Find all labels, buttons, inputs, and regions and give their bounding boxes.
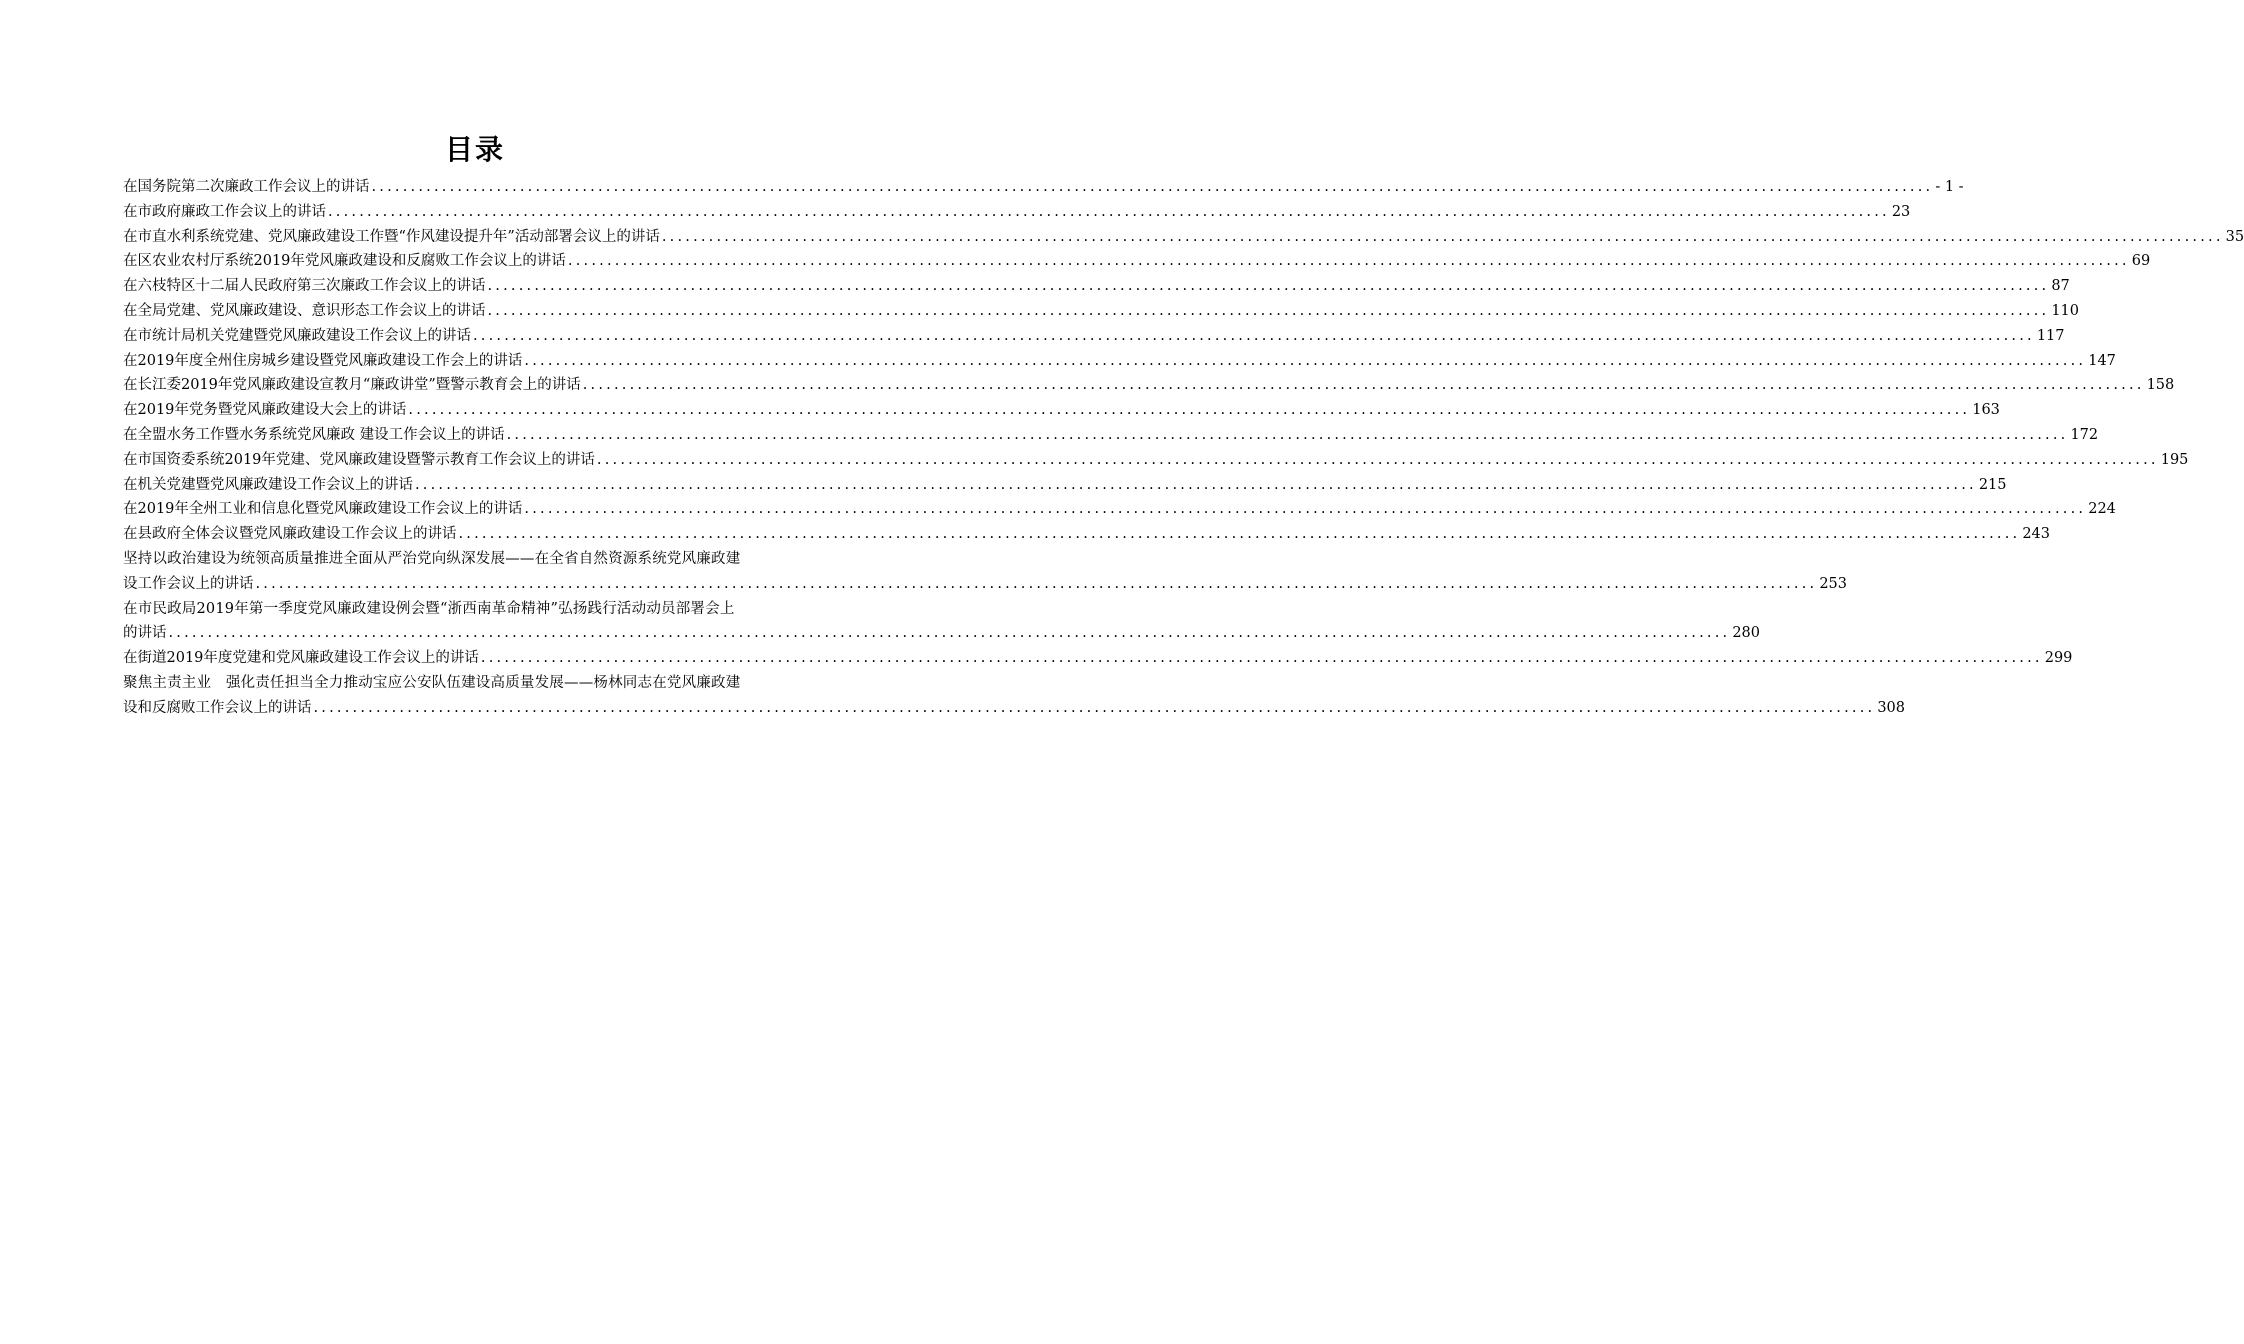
toc-page-number: 172 bbox=[2070, 426, 2099, 443]
toc-entry-row bbox=[123, 373, 2175, 398]
toc-entry-title: 在全盟水务工作暨水务系统党风廉政 建设工作会议上的讲话 bbox=[123, 426, 505, 443]
toc-dot-leader: ........................................................................................................................................................................................................ bbox=[458, 526, 2021, 543]
toc-entry[interactable] bbox=[123, 373, 2175, 398]
toc-entry-title: 在2019年全州工业和信息化暨党风廉政建设工作会议上的讲话 bbox=[123, 501, 523, 518]
toc-dot-leader: ........................................................................................................................................................................................................ bbox=[524, 501, 2087, 518]
toc-entry[interactable] bbox=[123, 324, 2065, 349]
toc-entry[interactable] bbox=[123, 473, 2007, 498]
toc-page-number: 23 bbox=[1891, 203, 1911, 220]
toc-entry[interactable] bbox=[123, 448, 2189, 473]
toc-entry-title: 在六枝特区十二届人民政府第三次廉政工作会议上的讲话 bbox=[123, 278, 486, 295]
toc-entry-row bbox=[123, 522, 2051, 547]
toc-dot-leader: ........................................................................................................................................................................................................ bbox=[487, 302, 2050, 319]
toc-dot-leader: ........................................................................................................................................................................................................ bbox=[328, 203, 1890, 220]
toc-entry-title: 在市统计局机关党建暨党风廉政建设工作会议上的讲话 bbox=[123, 327, 471, 344]
toc-dot-leader: ........................................................................................................................................................................................................ bbox=[506, 426, 2069, 443]
toc-dot-leader: ........................................................................................................................................................................................................ bbox=[596, 451, 2159, 468]
toc-entry-title-line1: 聚焦主责主业 强化责任担当全力推动宝应公安队伍建设高质量发展——杨林同志在党风廉政建 bbox=[123, 674, 741, 691]
toc-entry-row bbox=[123, 497, 2116, 522]
toc-page-number: 69 bbox=[2131, 253, 2151, 270]
toc-entry-title: 在街道2019年度党建和党风廉政建设工作会议上的讲话 bbox=[123, 650, 479, 667]
toc-page-number: 158 bbox=[2146, 377, 2175, 394]
toc-entry-title: 在区农业农村厅系统2019年党风廉政建设和反腐败工作会议上的讲话 bbox=[123, 253, 566, 270]
toc-dot-leader: ........................................................................................................................................................................................................ bbox=[168, 625, 1731, 642]
toc-page-number: 87 bbox=[2051, 278, 2070, 295]
toc-entry-title: 在2019年度全州住房城乡建设暨党风廉政建设工作会上的讲话 bbox=[123, 352, 523, 369]
toc-page-number: - 1 - bbox=[1935, 179, 1964, 195]
toc-dot-leader: ........................................................................................................................................................................................................ bbox=[408, 402, 1971, 419]
toc-entry-row bbox=[123, 299, 2080, 324]
toc-entry-row bbox=[123, 448, 2189, 473]
toc-page-number: 35 bbox=[2225, 228, 2244, 245]
toc-dot-leader: ........................................................................................................................................................................................................ bbox=[487, 278, 2050, 295]
toc-entry[interactable] bbox=[123, 398, 2000, 423]
toc-title: 目录 bbox=[444, 133, 505, 166]
toc-entry-title: 在市政府廉政工作会议上的讲话 bbox=[123, 203, 326, 220]
toc-entry[interactable] bbox=[123, 423, 2099, 448]
toc-entry[interactable] bbox=[123, 497, 2116, 522]
toc-dot-leader: ........................................................................................................................................................................................................ bbox=[255, 575, 1818, 592]
toc-entry-row bbox=[123, 572, 1848, 597]
toc-dot-leader: ........................................................................................................................................................................................................ bbox=[473, 327, 2035, 344]
toc-entry[interactable] bbox=[123, 175, 1964, 200]
toc-entry-title: 在市国资委系统2019年党建、党风廉政建设暨警示教育工作会议上的讲话 bbox=[123, 451, 595, 468]
toc-entry-row bbox=[123, 473, 2007, 498]
table-of-contents bbox=[123, 175, 2244, 721]
toc-dot-leader: ........................................................................................................................................................................................................ bbox=[582, 377, 2145, 394]
toc-entry[interactable] bbox=[123, 225, 2244, 250]
toc-entry-title: 在市直水利系统党建、党风廉政建设工作暨“作风建设提升年”活动部署会议上的讲话 bbox=[123, 228, 660, 245]
toc-entry-title: 设和反腐败工作会议上的讲话 bbox=[123, 699, 312, 716]
toc-entry[interactable] bbox=[123, 547, 1848, 597]
toc-entry-title: 在国务院第二次廉政工作会议上的讲话 bbox=[123, 179, 370, 195]
toc-dot-leader: ........................................................................................................................................................................................................ bbox=[415, 476, 1977, 493]
toc-page-number: 253 bbox=[1819, 575, 1848, 592]
toc-page-number: 215 bbox=[1978, 476, 2007, 493]
toc-entry-title-line1: 坚持以政治建设为统领高质量推进全面从严治党向纵深发展——在全省自然资源系统党风廉政建 bbox=[123, 550, 741, 567]
toc-dot-leader: ........................................................................................................................................................................................................ bbox=[524, 352, 2087, 369]
toc-dot-leader: ........................................................................................................................................................................................................ bbox=[480, 650, 2043, 667]
toc-entry-row bbox=[123, 274, 2070, 299]
toc-entry-row bbox=[123, 696, 1906, 721]
toc-entry-title: 在长江委2019年党风廉政建设宣教月“廉政讲堂”暨警示教育会上的讲话 bbox=[123, 377, 581, 394]
toc-dot-leader: ........................................................................................................................................................................................................ bbox=[661, 228, 2224, 245]
toc-entry[interactable] bbox=[123, 200, 1911, 225]
toc-entry[interactable] bbox=[123, 299, 2080, 324]
toc-page-number: 224 bbox=[2088, 501, 2116, 518]
toc-page-number: 163 bbox=[1972, 402, 2000, 419]
toc-entry-title: 在2019年党务暨党风廉政建设大会上的讲话 bbox=[123, 402, 407, 419]
toc-entry-title: 的讲话 bbox=[123, 625, 167, 642]
toc-page-number: 243 bbox=[2022, 526, 2051, 543]
toc-entry-title-line1: 在市民政局2019年第一季度党风廉政建设例会暨“浙西南革命精神”弘扬践行活动动员部署会上 bbox=[123, 600, 735, 617]
toc-entry[interactable] bbox=[123, 249, 2151, 274]
toc-entry-row bbox=[123, 646, 2073, 671]
toc-entry[interactable] bbox=[123, 349, 2116, 374]
toc-entry[interactable] bbox=[123, 671, 1906, 721]
toc-page-number: 195 bbox=[2160, 451, 2189, 468]
toc-dot-leader: ........................................................................................................................................................................................................ bbox=[371, 179, 1934, 195]
toc-entry-row bbox=[123, 423, 2099, 448]
toc-page-number: 117 bbox=[2036, 327, 2065, 344]
toc-entry-row bbox=[123, 175, 1964, 200]
toc-entry[interactable] bbox=[123, 274, 2070, 299]
toc-entry-row bbox=[123, 349, 2116, 374]
toc-entry-row bbox=[123, 621, 1761, 646]
toc-page-number: 308 bbox=[1877, 699, 1906, 716]
toc-entry-row bbox=[123, 249, 2151, 274]
toc-page-number: 110 bbox=[2051, 302, 2080, 319]
toc-dot-leader: ........................................................................................................................................................................................................ bbox=[567, 253, 2130, 270]
toc-page-number: 280 bbox=[1732, 625, 1761, 642]
toc-entry-row bbox=[123, 200, 1911, 225]
toc-dot-leader: ........................................................................................................................................................................................................ bbox=[313, 699, 1876, 716]
toc-entry[interactable] bbox=[123, 522, 2051, 547]
toc-entry-title: 在全局党建、党风廉政建设、意识形态工作会议上的讲话 bbox=[123, 302, 486, 319]
toc-entry-row bbox=[123, 324, 2065, 349]
toc-entry-row bbox=[123, 225, 2244, 250]
toc-entry[interactable] bbox=[123, 597, 1761, 647]
toc-page-number: 299 bbox=[2044, 650, 2073, 667]
toc-entry-title: 在机关党建暨党风廉政建设工作会议上的讲话 bbox=[123, 476, 413, 493]
toc-entry-title: 在县政府全体会议暨党风廉政建设工作会议上的讲话 bbox=[123, 526, 457, 543]
toc-page-number: 147 bbox=[2088, 352, 2116, 369]
toc-entry[interactable] bbox=[123, 646, 2073, 671]
toc-entry-title: 设工作会议上的讲话 bbox=[123, 575, 254, 592]
toc-entry-row bbox=[123, 398, 2000, 423]
